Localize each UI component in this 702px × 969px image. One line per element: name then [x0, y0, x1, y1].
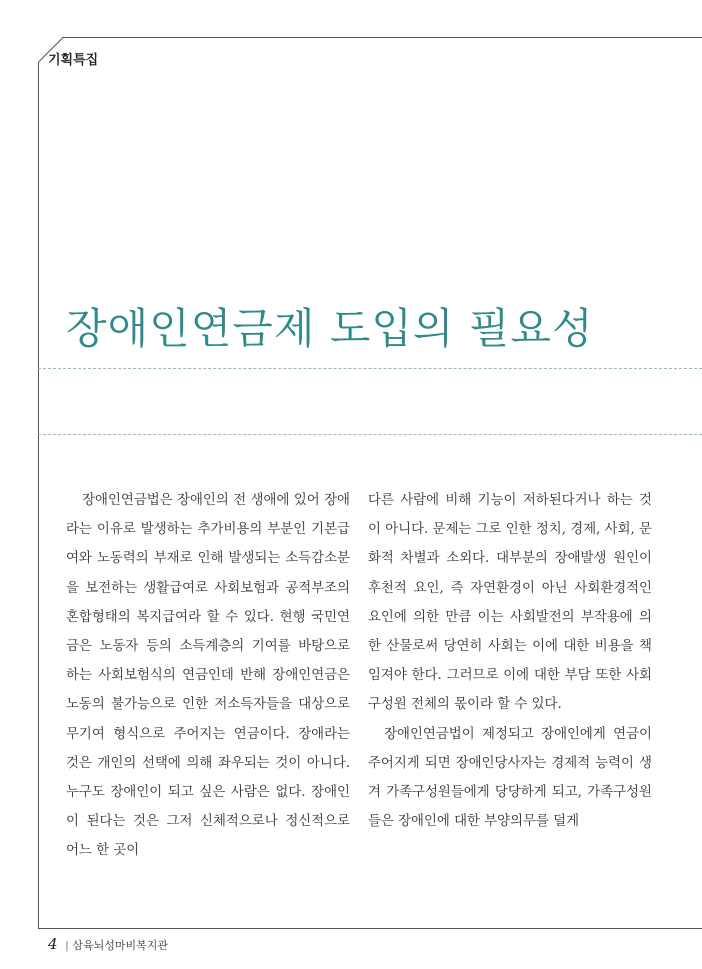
article-title: 장애인연금제 도입의 필요성	[66, 304, 594, 353]
page-number: 4	[48, 935, 58, 953]
section-label: 기획특집	[48, 52, 99, 67]
body-column-left	[66, 486, 350, 866]
title-divider-top	[38, 368, 702, 369]
title-divider-bottom	[38, 434, 702, 435]
frame-top-rule	[62, 37, 702, 38]
publisher-name: 삼육뇌성마비복지관	[72, 940, 169, 952]
body-paragraph: 다른 사람에 비해 기능이 저하된다거나 하는 것이 아니다. 문제는 그로 인한 정치, 경제, 사회, 문화적 차별과 소외다. 대부분의 장애발생 원인이 후천적 요인, 즉 자연환경이 아닌 사회환경적인 요인에 의한 만큼 이는 사회발전의 부작용에 의한 산물로써 당연히 사회는 이에 대한 비용을 책임져야 한다. 그러므로 이에 대한 부담 또한 사회구성원 전체의 몫이라 할 수 있다.	[368, 493, 652, 713]
body-paragraph: 장애인연금법은 장애인의 전 생애에 있어 장애라는 이유로 발생하는 추가비용의 부분인 기본급여와 노동력의 부재로 인해 발생되는 소득감소분을 보전하는 생활급여로 사회보험과 공적부조의 혼합형태의 복지급여라 할 수 있다. 현행 국민연금은 노동자 등의 소득계층의 기여를 바탕으로 하는 사회보험식의 연금인데 반해 장애인연금은 노동의 불가능으로 인한 저소득자들을 대상으로 무기여 형식으로 주어지는 연금이다. 장애라는 것은 개인의 선택에 의해 좌우되는 것이 아니다. 누구도 장애인이 되고 싶은 사람은 없다. 장애인이 된다는 것은 그저 신체적으로나 정신적으로 어느 한 곳이	[66, 493, 350, 859]
page-footer	[48, 935, 168, 953]
footer-separator: |	[65, 940, 69, 952]
body-column-right	[368, 486, 652, 836]
frame-left-rule	[38, 62, 39, 928]
frame-bottom-rule	[38, 928, 702, 929]
body-paragraph: 장애인연금법이 제정되고 장애인에게 연금이 주어지게 되면 장애인당사자는 경제적 능력이 생겨 가족구성원들에게 당당하게 되고, 가족구성원들은 장애인에 대한 부양의무를 덜게	[368, 726, 652, 830]
